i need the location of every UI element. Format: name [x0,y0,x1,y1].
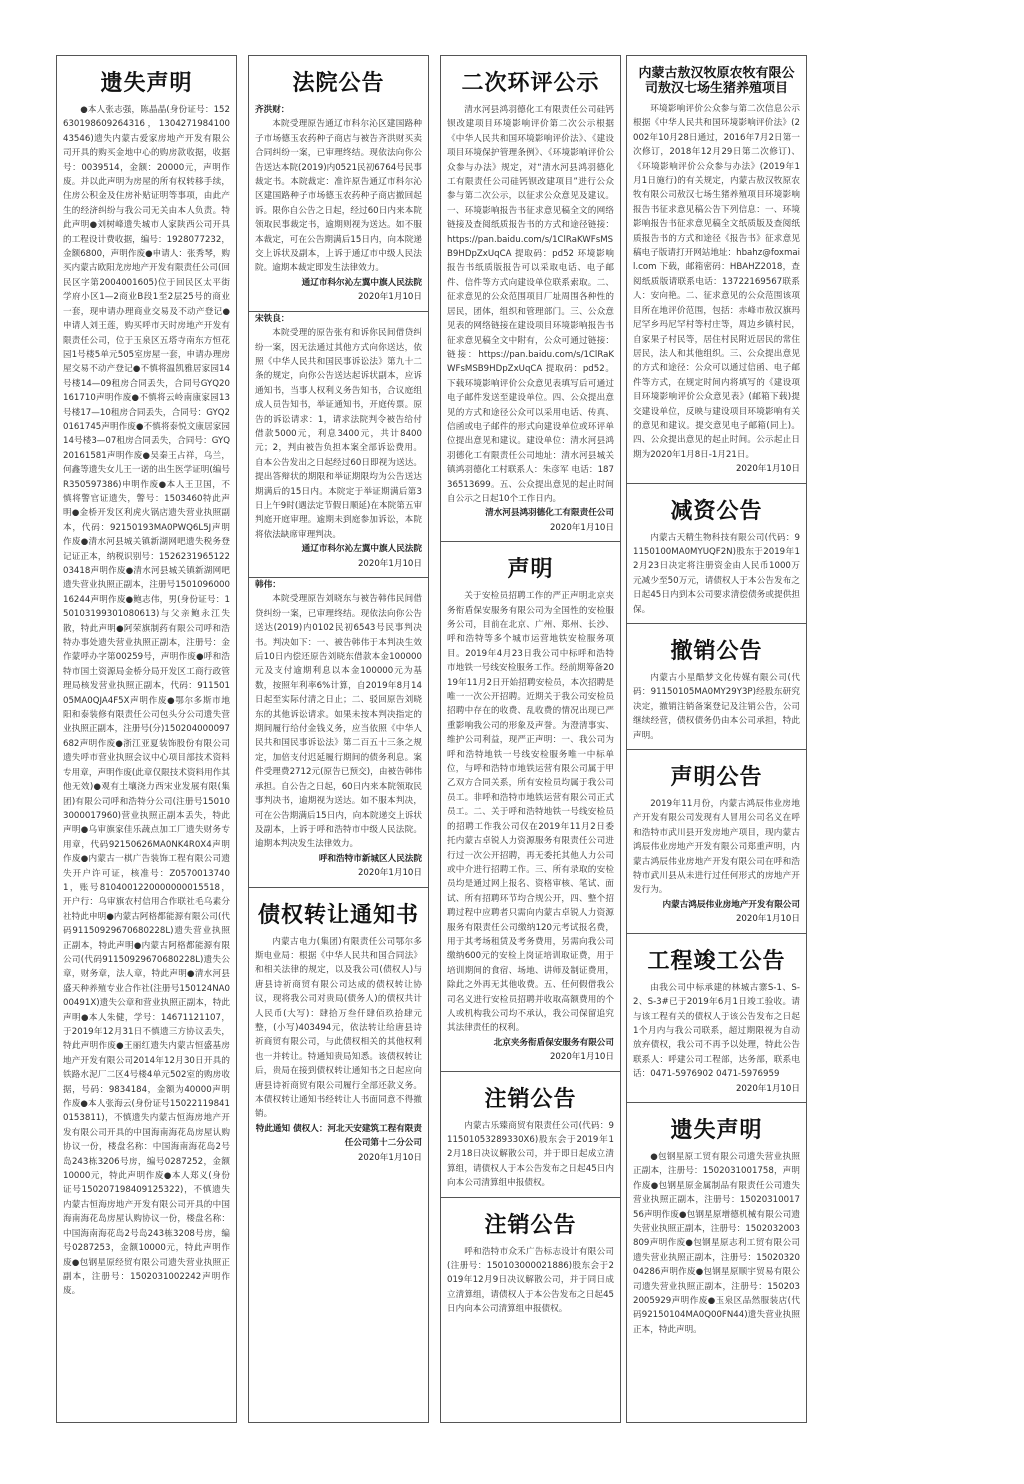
notice-body: 内蒙古小星酷梦文化传媒有限公司(代码：91150105MA0MY29Y3P)经股东研究决定，撤销注销备案登记及注销公告，公司继续经营，债权债务仍由本公司承担，特此声明。 [633,673,800,741]
notice-signature: 内蒙古鸿辰伟业房地产开发有限公司 [662,899,800,910]
notice-block [633,760,800,934]
divider [249,887,428,888]
notice-date: 2020年1月10日 [735,464,800,475]
notice-title: 撤销公告 [670,639,763,664]
notice-block [447,1208,614,1317]
notice-title: 遗失声明 [670,1117,763,1143]
notice-block [255,66,422,888]
notice-block [633,1113,800,1337]
notice-block [63,66,230,1299]
notice-title: 注销公告 [484,1212,577,1238]
notice-date: 2020年1月10日 [357,558,422,569]
notice-date: 2020年1月10日 [357,292,422,303]
column-1 [56,55,237,1423]
notice-title: 遗失声明 [100,71,193,96]
column-2 [248,55,429,1423]
notice-body: 关于安检员招聘工作的严正声明北京夹务衔盾保安服务有限公司为全国性的安检服务公司，目前在北京、广州、郑州、长沙、呼和浩特等多个城市运营地铁安检服务项目。2019年4月23日我公司中标呼和浩特市地铁一号线安检服务工作。经前期筹备2019年11月2日开始招聘安检员，本次招聘是唯一一次公开招聘。近期关于我公司安检员招聘中存在的收费、乱收费的情况出现已严重影响我公司的形象及声誉。为澄清事实、维护公司利益，现严正声明：一、我公司为呼和浩特地铁一号线安检服务唯一中标单位，与呼和浩特市地铁运营有限公司属于甲乙双方合同关系，所有安检员均属于我公司员工。非呼和浩特市地铁运营有限公司正式员工。二、关于呼和浩特地铁一号线安检员的招聘工作我公司仅在2019年11月2日委托内蒙古卓锐人力资源服务有限责任公司进行过一次公开招聘，再无委托其他人力公司或中介进行招聘工作。三、所有录取的安检员均是通过网上报名、资格审核、笔试、面试、所有招聘环节均合规公开，四、整个招聘过程中应聘者只需向内蒙古卓锐人力资源服务有限责任公司缴纳120元考试报名费，用于其考场租赁及考务费用，另需向我公司缴纳600元的安检上岗证培训取证费，用于培训期间的食宿、场地、讲师及制证费用，除此之外再无其他收费。五、任何假借我公司名义进行安检员招聘并收取高额费用的个人或机构我公司均不承认，我公司保留追究其法律责任的权利。 [447,591,614,1034]
divider [627,749,806,750]
divider [441,1071,620,1072]
notice-block [447,66,614,542]
notice-signature: 通辽市科尔沁左翼中旗人民法院 [301,277,422,288]
addressee: 齐洪财： [255,105,290,115]
notice-title: 工程竣工公告 [647,948,786,974]
column-3 [440,55,621,1423]
notice-body: 由我公司中标承建的林城古寨S-1、S-2、S-3#已于2019年6月1日竣工验收。请与该工程有关的债权人于该公告发布之日起1个月内与我公司联系，超过期限视为自动放弃债权，我公司不再予以处理，特此公告 联系人：呼建公司工程部，达务部，联系电话：0471-5976902 0471-5976959 [633,982,800,1080]
notice-body: 清水河县鸿羽德化工有限责任公司硅钙钡改建项目环境影响评价第二次公示根据《中华人民共和国环境影响评价法》、《建设项目环境保护管理条例》、《环境影响评价公众参与办法》规定，对“清水河县鸿羽德化工有限责任公司硅钙钡改建项目”进行公众参与第二次公示，以征求公众意见及建议。一、环境影响报告书征求意见稿全文的网络链接及查阅纸质报告书的方式和途径链接：https://pan.baidu.com/s/1ClRaKWFsMSB9HDpZxUqCA 提取码：pd52 环境影响报告书纸质版报告可以采取电话、电子邮件、信件等方式向建设单位联系索取。二、征求意见的公众范围项目厂址周围各种性的居民，团体，组织和管理部门。三、公众意见表的网络链接在建设项目环境影响报告书征求意见稿全文中附有，公众可通过链接：链接：https://pan.baidu.com/s/1ClRaKWFsMSB9HDpZxUqCA 提取码：pd52。下载环境影响评价公众意见表填写后可通过电子邮件发送至建设单位。四、公众提出意见的方式和途径公众可以采用电话、传真、信函或电子邮件的形式向建设单位或环评单位提出意见和建议。建设单位：清水河县鸿羽德化工有限责任公司地址：清水河县城关镇鸿羽德化工村联系人：朱彦军 电话：18736513699。五、公众提出意见的起止时间自公示之日起10个工作日内。 [447,105,614,504]
notice-body: 2019年11月份，内蒙古鸿辰伟业房地产开发有限公司发现有人冒用公司名义在呼和浩特市武川县开发房地产项目，现内蒙古鸿辰伟业房地产开发有限公司郑重声明，内蒙古鸿辰伟业房地产开发有限公司在呼和浩特市武川县从未进行过任何形式的房地产开发行为。 [633,799,800,896]
notice-date: 2020年1月10日 [735,914,800,925]
notice-title: 减资公告 [670,498,763,524]
notice-body: 内蒙古乐臻商贸有限责任公司(代码：911501053289330X6)股东会于2019年12月18日决议解散公司，并于即日起成立清算组，请债权人于本公告发布之日起45日内向本公司清算组申报债权。 [447,1120,614,1189]
addressee: 韩伟： [255,580,281,590]
notice-body: ●本人张志强，陈晶晶(身份证号：152630198609264316，130427198410043546)遗失内蒙古爱家房地产开发有限公司开具的购买金地中心的购房款收据，收据号：0039514，金额：20000元，声明作废。并以此声明为房屋的所有权转移手续，住房公积金及住房补贴证明等事项，由此产生的经济纠纷与我公司无关由本人负责。特此声明●刘树峰遗失城市人家陕西公司开具的工程设计费收据，编号：1928077232，金额6800，声明作废●申请人：张秀琴，购买内蒙古欧阳龙房地产开发有限责任公司(回民区字第2004001605)位于回民区太平街学府小区1—2商业B段1至2层25号的商业一套，现申请办理商业交易及不动产登记●申请人刘王莲，购买呼市天时房地产开发有限责任公司，位于玉泉区五塔寺南东方恒花园1号楼5单元505室房屋一套，申请办理房屋交易不动产登记●不慎将温凯雅居家园14号楼14—09租房合同丢失，合同号GYQ20161710声明作废●不慎将云岭南康家园13号楼17—10租房合同丢失，合同号：GYQ20161745声明作废●不慎将泰悦文康居家园14号楼3—07租房合同丢失，合同号：GYQ20161581声明作废●吴秦王占祥，乌兰，何鑫等遗失女儿王一诺的出生医学证明(编号R350597386)申明作废●本人王卫国，不慎将警官证遗失，警号：1503460特此声明●金桥开发区利虎火锅店遗失营业执照副本，代码：92150193MA0PWQ6L5J声明作废●清水河县城关镇新湖网吧遗失税务登记证正本，纳税识别号：152623196512203418声明作废●清水河县城关镇新湖网吧遗失营业执照正副本，注册号150109600016244声明作废●鲍志伟，男(身份证号：150103199301080613)与父亲鲍永江失散，特此声明●阿荣旗制药有限公司呼和浩特办事处遗失营业执照正副本，注册号：金作蒙呼办字第00259号，声明作废●呼和浩特市国土资源局金桥分局开发区工商行政管理局核发营业执照正副本，代码：91150105MA0QJA4F5X声明作废●鄂尔多斯市地阳和泰装修有限责任公司包头分公司遗失营业执照正副本，注册号(分)150204000097682声明作废●浙江亚夏装饰股份有限公司遗失呼市营业执照会议中心项目部技术资料专用章，声明作废(此章仅限技术资料用作其他无效)●观有土壤浇力西宋业发展有限(集团)有限公司呼和浩特分公司(注册号150103000017960)营业执照正副本丢失，特此声明●乌审旗家佳乐蔬点加工厂遗失财务专用章，代码92150626MA0NK4R0X4声明作废●内蒙古一棋广告装饰工程有限公司遗失开户许可证，核准号：Z05700137401，账号8104001220000000015518，开户行：乌审旗农村信用合作联社毛乌素分社特此申明●内蒙古阿格都能源有限公司(代码91150929670680228L)遗失营业执照正副本，特此声明●内蒙古阿格都能源有限公司(代码91150929670680228L)遗失公章，财务章，法人章，特此声明●清水河县盛天种养殖专业合作社(注册号150124NA000491X)遗失公章和营业执照正副本，特此声明●本人朱健，学号：14671121107，于2019年12月31日不慎遗三方协议丢失，特此声明作废●王丽红遗失内蒙古恒盛基房地产开发有限公司2014年12月30日开具的铁路水泥厂二区4号楼4单元502室的购房收据，号码：9834184，金额为40000声明作废●本人张海云(身份证号150221198410153811)，不慎遗失内蒙古恒海房地产开发有限公司开具的中国海南海花岛房屋认购协议一份，楼盘名称：中国海南海花岛2号岛243栋3206号房，编号0287252，金额10000元，特此声明作废●本人郑义(身份证号150207198409125322)，不慎遗失内蒙古恒海房地产开发有限公司开具的中国海南海花岛房屋认购协议一份，楼盘名称：中国海南海花岛2号岛243栋3208号房，编号0287253，金额10000元，特此声明作废●包钢星原经贸有限公司遗失营业执照正副本，注册号：1502031002242声明作废。 [63,105,230,1297]
notice-body: 本院受理的原告张有和诉你民间借贷纠纷一案，因无法通过其他方式向你送达，依照《中华人民共和国民事诉讼法》第九十二条的规定，向你公告送达起诉状副本，应诉通知书，当事人权利义务告知书，合议庭组成人员告知书，举证通知书，开庭传票。原告的诉讼请求：1，请求法院判令被告给付借款5000元，利息3400元，共计8400元；2，判由被告负担本案全部诉讼费用。自本公告发出之日起经过60日即视为送达。提出答辩状的期限和举证期限均为公告送达期满后的15日内。本院定于举证期满后第3日上午9时(遇法定节假日顺延)在本院第五审判庭开庭审理。逾期未到庭参加诉讼，本院将依法缺席审理判决。 [255,328,422,540]
notice-block [633,944,800,1103]
notice-title: 声明公告 [670,765,763,791]
divider [627,623,806,624]
notice-date: 2020年1月10日 [735,1083,800,1094]
addressee: 宋铁良： [255,313,290,324]
notice-date: 2020年1月10日 [357,868,422,879]
column-4 [626,55,807,1423]
notice-body: 内蒙古电力(集团)有限责任公司鄂尔多斯电业局：根据《中华人民共和国合同法》和相关法律的规定，以及我公司(债权人)与唐县诗祈商贸有限公司达成的债权转让协议，现将我公司对贵局(债务人)的债权共计人民币(大写)：肆拾万叁仟肆佰玖拾肆元整，(小写)403494元，依法转让给唐县诗祈商贸有限公司，与此债权相关的其他权利也一并转让。特通知贵局知悉。该债权转让后，贵局在接到债权转让通知书之日起应向唐县诗祈商贸有限公司履行全部还款义务。本债权转让通知书经转让人书面同意不得撤销。 [255,936,422,1120]
notice-signature: 呼和浩特市新城区人民法院 [318,853,422,864]
divider [627,483,806,484]
notice-signature: 特此通知 债权人：河北天安建筑工程有限责任公司第十二分公司 [255,1123,422,1149]
notice-title: 二次环评公示 [461,71,600,96]
notice-body: 环境影响评价公众参与第二次信息公示根据《中华人民共和国环境影响评价法》(2002年10月28日通过，2016年7月2日第一次修订，2018年12月29日第二次修订)、《环境影响评价公众参与办法》(2019年1月1日施行)的有关规定，内蒙古敖汉牧原农牧有限公司敖汉七场生猪养殖项目环境影响报告书征求意见稿公告下列信息：一、环境影响报告书征求意见稿全文纸质版及查阅纸质报告书的方式和途径《报告书》征求意见稿电子版请打开网站地址：hbahz@foxmail.com 下载，邮箱密码：HBAHZ2018，查阅纸质版请联系电话：13722169567联系人：安向艳。二、征求意见的公众范围该项目所在地评价范围，包括：赤峰市敖汉旗玛尼罕乡玛尼罕村等村庄等，周边乡镇村民，自家果子村民等，居住村民附近居民的常住居民，法人和其他组织。三、公众提出意见的方式和途径：公众可以通过信函、电子邮件等方式，在规定时间内将填写的《建设项目环境影响评价公众意见表》(邮箱下载)提交建设单位，反映与建设项目环境影响有关的意见和建议。提交意见电子邮箱(同上)。四、公众提出意见的起止时间。公示起止日期为2020年1月8日-1月21日。 [633,104,800,460]
notice-date: 2020年1月10日 [549,1052,614,1063]
notice-title: 内蒙古敖汉牧原农牧有限公司敖汉七场生猪养殖项目 [638,66,795,96]
divider [441,541,620,542]
divider [627,1102,806,1103]
notice-signature: 通辽市科尔沁左翼中旗人民法院 [301,544,422,555]
notice-date: 2020年1月10日 [357,1152,422,1163]
notice-title: 法院公告 [292,71,385,96]
notice-block [633,66,800,484]
notice-title: 注销公告 [484,1086,577,1112]
notice-signature: 北京夹务衔盾保安服务有限公司 [493,1037,614,1048]
notice-date: 2020年1月10日 [549,522,614,533]
notice-title: 声明 [507,557,554,583]
notice-body: 本院受理原告通辽市科尔沁区建国路种子市场德玉农药种子商店与被告齐洪财买卖合同纠纷一案，已审理终结。现依法向你公告送达本院(2019)内0521民初6764号民事裁定书。本院裁定：准许原告通辽市科尔沁区建国路种子市场德玉农药种子商店撤回起诉。限你自公告之日起，经过60日内来本院领取民事裁定书，逾期则视为送达。如不服本裁定，可在公告期满后15日内，向本院递交上诉状及副本，上诉于通辽市中级人民法院。逾期本裁定即发生法律效力。 [255,119,422,274]
notice-body: 本院受理原告刘晓东与被告韩伟民间借贷纠纷一案，已审理终结。现依法向你公告送达(2019)内0102民初6543号民事判决书。判决如下：一、被告韩伟于本判决生效后10日内偿还原告刘晓东借款本金100000元及支付逾期利息以本金100000元为基数，按照年利率6%计算，自2019年8月14日起至实际付清之日止；二、驳回原告刘晓东的其他诉讼请求。如果未按本判决指定的期间履行给付金钱义务，应当依照《中华人民共和国民事诉讼法》第二百五十三条之规定，加倍支付迟延履行期间的债务利息。案件受理费2712元(原告已预交)，由被告韩伟承担。自公告之日起，60日内来本院领取民事判决书，逾期视为送达。如不服本判决，可在公告期满后15日内，向本院递交上诉状及副本，上诉于呼和浩特市中级人民法院。逾期本判决发生法律效力。 [255,594,422,850]
notice-block [633,634,800,750]
notice-block [447,552,614,1071]
notice-block [255,898,422,1166]
notice-body: 呼和浩特市众禾广告标志设计有限公司(注册号：150103000021886)股东会于2019年12月9日决议解散公司，并于同日成立清算组，请债权人于本公告发布之日起45日内向本公司清算组申报债权。 [447,1246,614,1315]
notice-body: ●包钢星原工贸有限公司遗失营业执照正副本，注册号：1502031001758，声明作废●包钢星原金属制品有限责任公司遗失营业执照正副本，注册号：1502031001756声明作废●包钢星原增德机械有限公司遗失营业执照正副本，注册号：1502032003809声明作废●包钢星原志利工贸有限公司遗失营业执照正副本，注册号：1502032004286声明作废●包钢星原顺宇贸易有限公司遗失营业执照正副本，注册号：1502032005929声明作废●玉泉区品然服装店(代码92150104MA0Q00FN44)遗失营业执照正本，特此声明。 [633,1151,800,1335]
notice-block [447,1082,614,1198]
notice-block [633,494,800,624]
notice-signature: 清水河县鸿羽德化工有限责任公司 [485,508,614,519]
divider [441,1197,620,1198]
notice-body: 内蒙古天精生物科技有限公司(代码：91150100MA0MYUQF2N)股东于2019年12月23日决定将注册资金由人民币1000万元减少至50万元，请债权人于本公告发布之日起45日内到本公司要求清偿债务或提供担保。 [633,532,800,615]
divider [627,933,806,934]
notice-title: 债权转让通知书 [257,902,419,928]
